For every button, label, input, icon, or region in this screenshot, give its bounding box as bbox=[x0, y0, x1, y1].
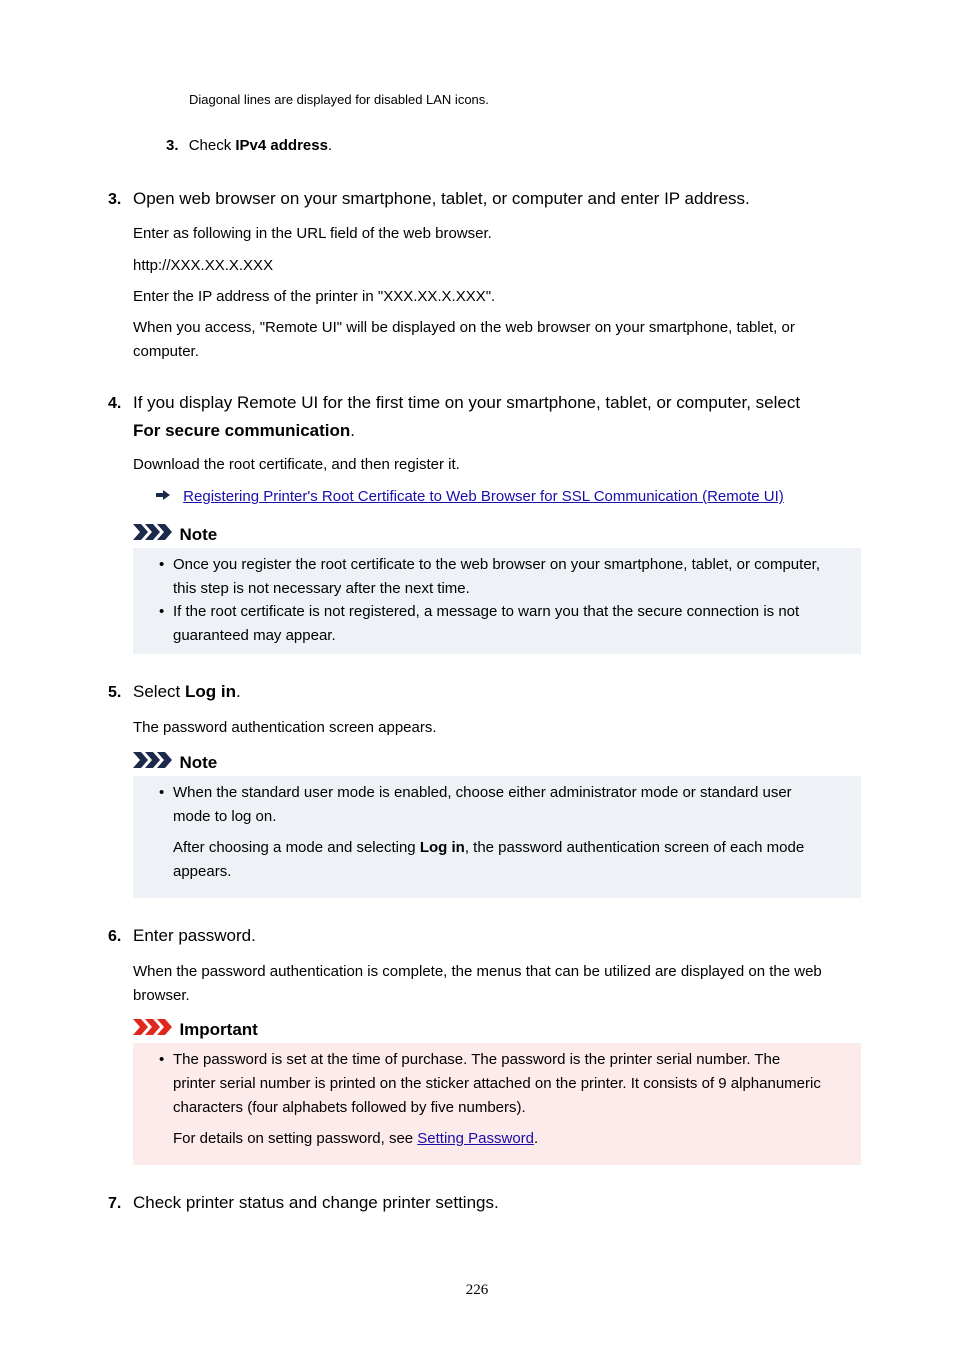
step-number: 3. bbox=[108, 191, 122, 208]
note-label: Note bbox=[179, 524, 218, 544]
important-item-line: printer serial number is printed on the sticker attached on the printer. It consists of 9 alphanumeric bbox=[173, 1075, 821, 1092]
substep-number: 3. bbox=[166, 137, 179, 154]
step-3-paragraph-3: Enter the IP address of the printer in "XXX.XX.X.XXX". bbox=[133, 288, 496, 305]
arrow-right-icon bbox=[155, 485, 173, 509]
note-item-text bbox=[173, 553, 858, 601]
note-sub-line bbox=[173, 836, 858, 860]
step-5-title-bold: Log in bbox=[184, 682, 236, 701]
note-item-line: this step is not necessary after the next time. bbox=[173, 580, 470, 597]
note-header bbox=[133, 751, 217, 774]
root-certificate-link[interactable]: Registering Printer's Root Certificate to Web Browser for SSL Communication (Remote UI) bbox=[183, 488, 784, 505]
bullet: • bbox=[159, 784, 165, 801]
page-number: 226 bbox=[465, 1282, 489, 1298]
step-5-paragraph-1: The password authentication screen appears. bbox=[133, 719, 437, 736]
step-3-paragraph-4-line-1: When you access, "Remote UI" will be displayed on the web browser on your smartphone, tablet, or bbox=[133, 319, 795, 336]
step-7-number-wrap bbox=[108, 1189, 121, 1218]
important-item-line: The password is set at the time of purchase. The password is the printer serial number. The bbox=[173, 1051, 781, 1068]
step-number: 6. bbox=[108, 928, 122, 945]
important-chevrons-icon bbox=[133, 1018, 173, 1041]
setting-password-link[interactable]: Setting Password bbox=[417, 1130, 535, 1147]
bullet: • bbox=[159, 1051, 165, 1068]
substep-pre: Check bbox=[188, 137, 236, 154]
step-4-title bbox=[133, 389, 873, 445]
step-5-number-wrap bbox=[108, 678, 121, 707]
step-4-title-bold: For secure communication bbox=[133, 421, 351, 440]
substep-bold: IPv4 address bbox=[235, 137, 328, 154]
important-header bbox=[133, 1018, 258, 1041]
note-sub-bold: Log in bbox=[419, 839, 465, 856]
note-label: Note bbox=[179, 752, 218, 772]
step-5-title-pre: Select bbox=[133, 682, 185, 701]
step-4-link-row bbox=[155, 485, 784, 509]
important-subparagraph-text bbox=[173, 1127, 858, 1151]
step-3-url-example: http://XXX.XX.X.XXX bbox=[133, 257, 274, 274]
step-3-paragraph-1: Enter as following in the URL field of the web browser. bbox=[133, 225, 492, 242]
step-6-paragraph-line: When the password authentication is complete, the menus that can be utilized are displayed on the web bbox=[133, 963, 822, 980]
note-item-line: mode to log on. bbox=[173, 808, 277, 825]
step-4-title-post: . bbox=[350, 421, 356, 440]
note-item-line: Once you register the root certificate to the web browser on your smartphone, tablet, or computer, bbox=[173, 556, 820, 573]
note-chevrons-icon bbox=[133, 751, 173, 774]
step-number: 7. bbox=[108, 1195, 122, 1212]
step-3-paragraph-4 bbox=[133, 316, 795, 364]
step-3-paragraph-4-line-2: computer. bbox=[133, 343, 199, 360]
step-4-title-line-2 bbox=[133, 417, 873, 445]
important-sub-pre: For details on setting password, see bbox=[173, 1130, 418, 1147]
caption-text: Diagonal lines are displayed for disabled LAN icons. bbox=[189, 92, 489, 107]
step-5-title bbox=[133, 678, 241, 706]
step-4-paragraph-1: Download the root certificate, and then register it. bbox=[133, 456, 460, 473]
important-sub-post: . bbox=[534, 1130, 539, 1147]
substep-3 bbox=[166, 134, 332, 158]
note-item-line: If the root certificate is not registered, a message to warn you that the secure connection is not bbox=[173, 603, 800, 620]
step-number: 5. bbox=[108, 684, 122, 701]
step-4-number-wrap bbox=[108, 389, 121, 418]
step-6-paragraph-line: browser. bbox=[133, 987, 190, 1004]
step-3-heading bbox=[108, 185, 121, 214]
step-4-title-line-1: If you display Remote UI for the first time on your smartphone, tablet, or computer, select bbox=[133, 393, 801, 412]
important-item-line: characters (four alphabets followed by five numbers). bbox=[173, 1099, 526, 1116]
important-box bbox=[133, 1043, 861, 1165]
note-sub-line: appears. bbox=[173, 863, 232, 880]
step-6-number-wrap bbox=[108, 922, 121, 951]
note-box bbox=[133, 776, 861, 898]
note-chevrons-icon bbox=[133, 523, 173, 546]
step-6-title: Enter password. bbox=[133, 926, 256, 945]
note-subparagraph-text bbox=[173, 836, 858, 884]
step-6-paragraph-1 bbox=[133, 960, 822, 1008]
bullet: • bbox=[159, 603, 165, 620]
note-item-text bbox=[173, 781, 858, 829]
note-sub-post: , the password authentication screen of each mode bbox=[464, 839, 805, 856]
note-item-line: When the standard user mode is enabled, choose either administrator mode or standard user bbox=[173, 784, 792, 801]
step-5-title-post: . bbox=[235, 682, 241, 701]
note-header bbox=[133, 523, 217, 546]
note-item-line: guaranteed may appear. bbox=[173, 627, 336, 644]
step-number: 4. bbox=[108, 395, 122, 412]
note-sub-pre: After choosing a mode and selecting bbox=[173, 839, 420, 856]
important-label: Important bbox=[179, 1019, 258, 1039]
step-3-title: Open web browser on your smartphone, tablet, or computer and enter IP address. bbox=[133, 189, 750, 208]
important-item-text bbox=[173, 1048, 858, 1120]
note-box bbox=[133, 548, 861, 654]
substep-post: . bbox=[327, 137, 333, 154]
bullet: • bbox=[159, 556, 165, 573]
step-7-title: Check printer status and change printer settings. bbox=[133, 1193, 499, 1212]
note-item-text bbox=[173, 600, 858, 648]
